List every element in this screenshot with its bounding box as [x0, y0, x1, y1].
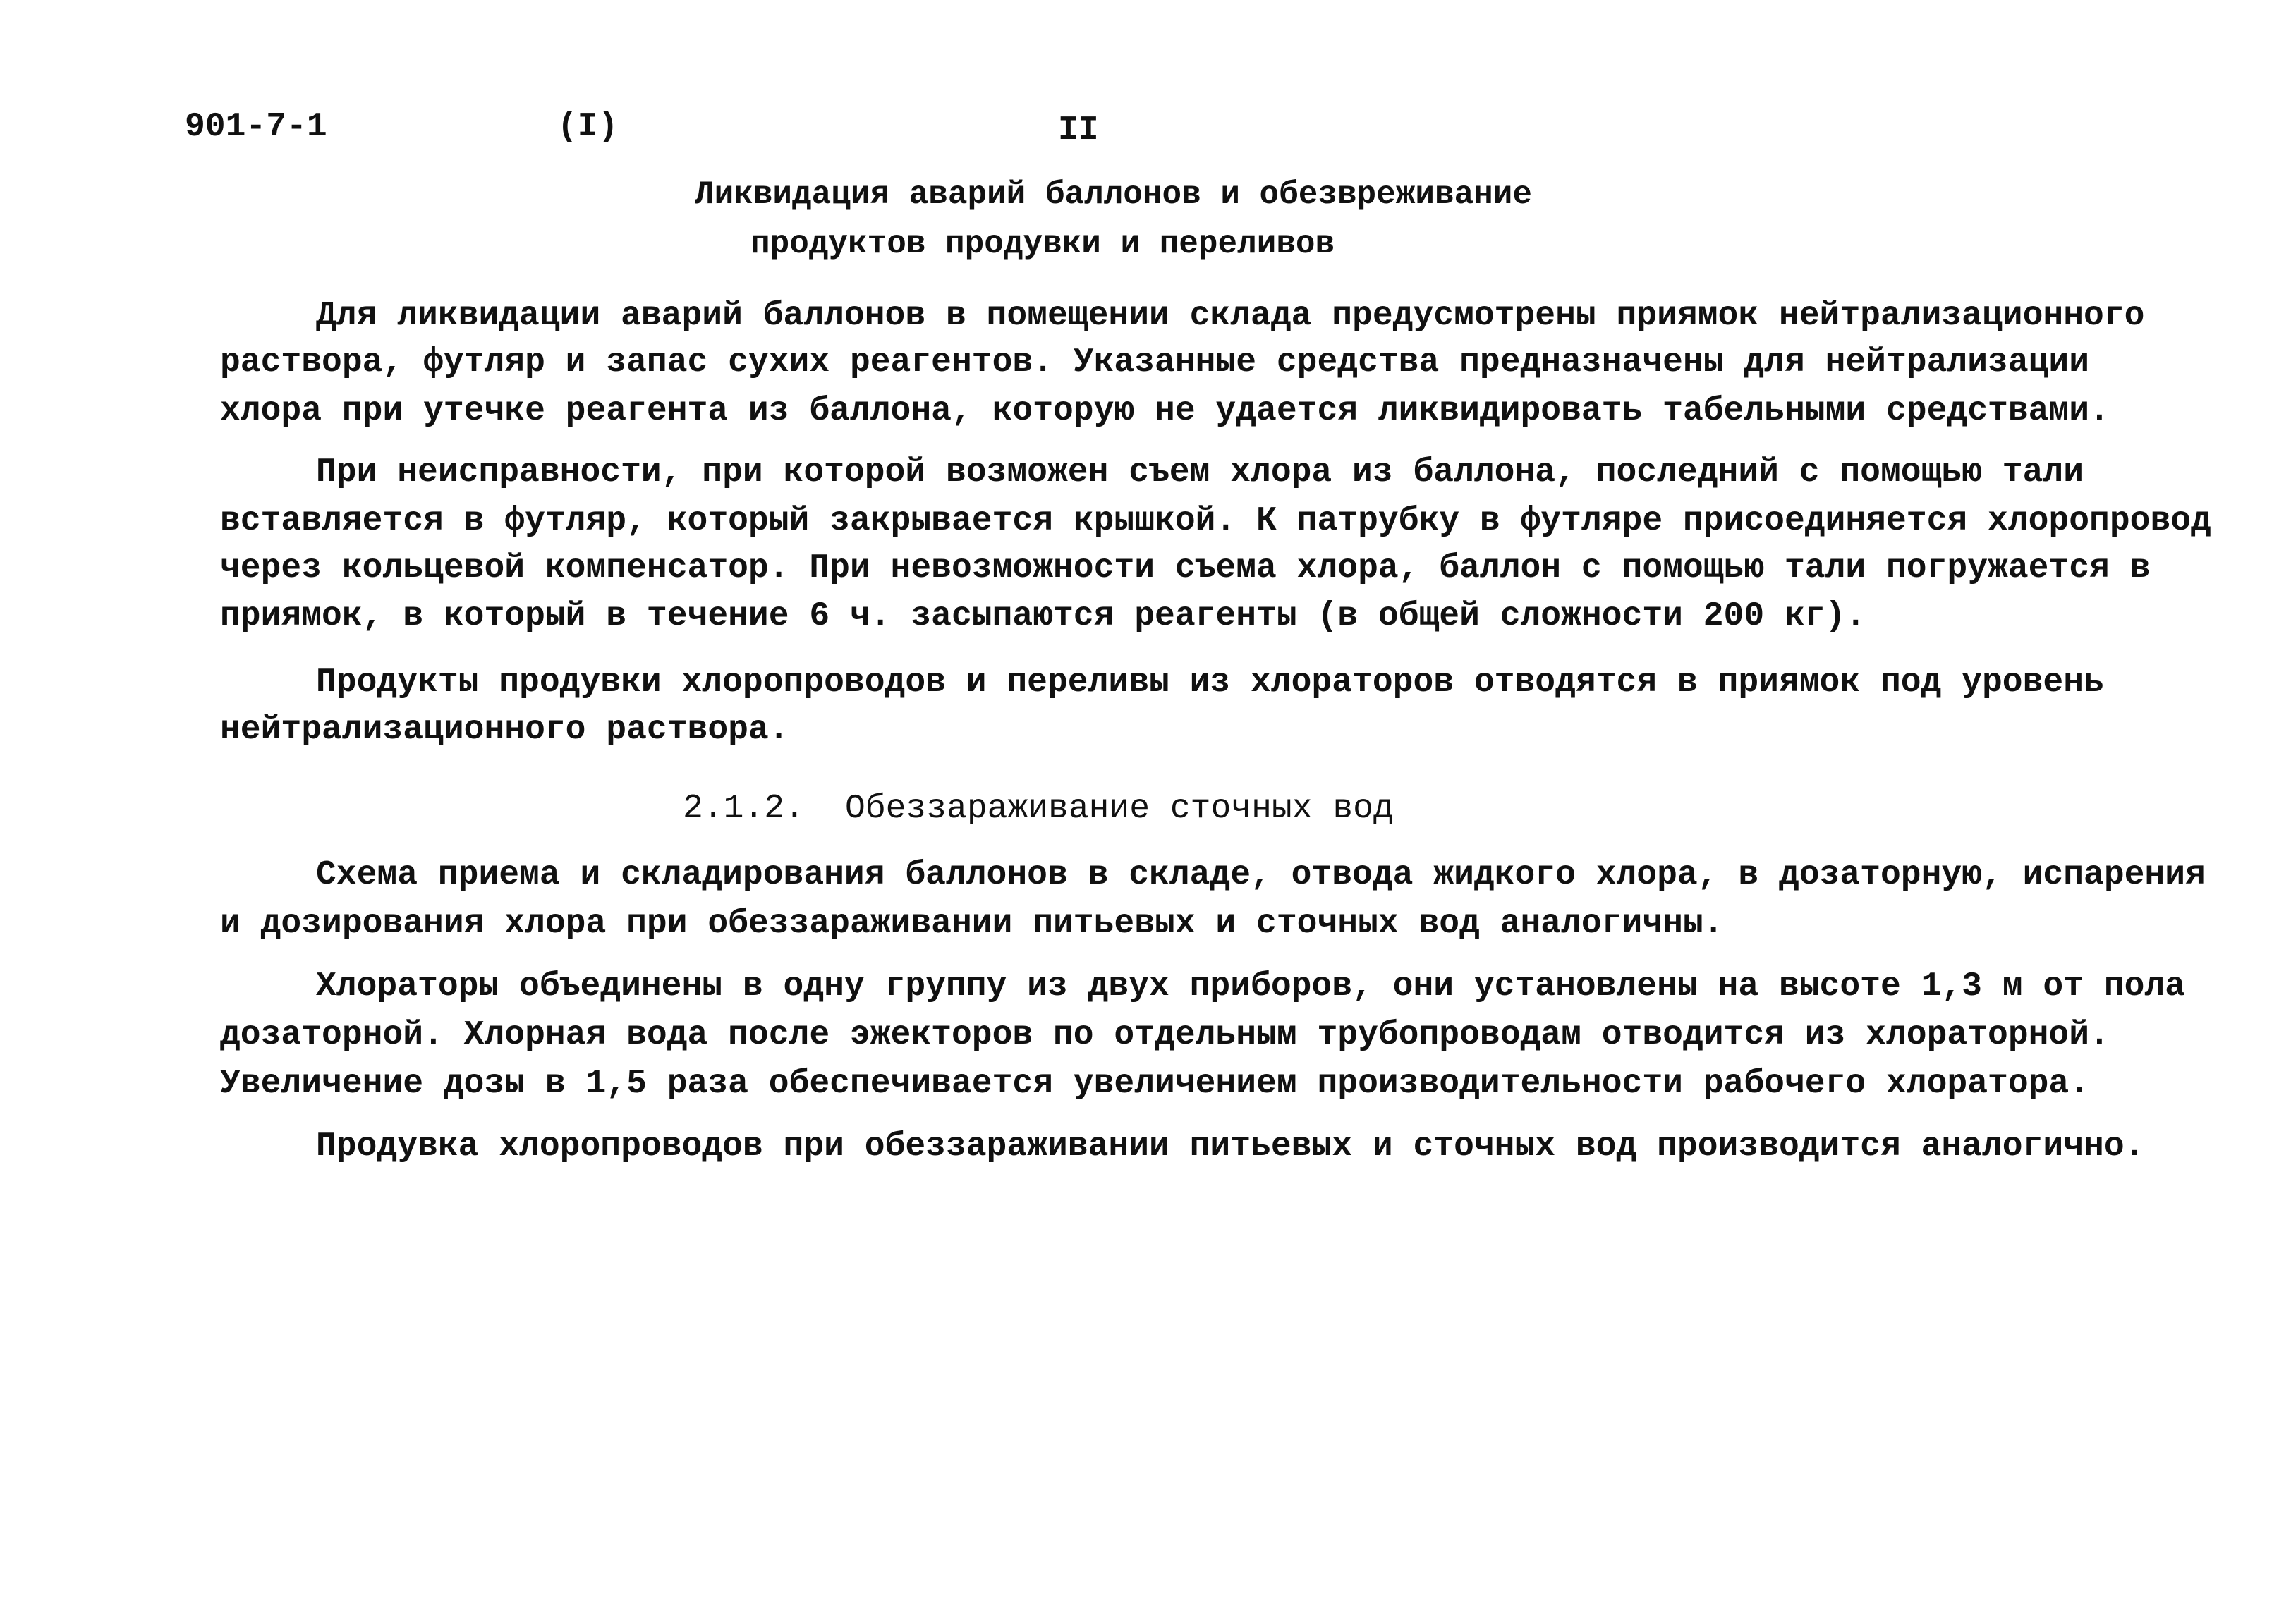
title-line-1: Ликвидация аварий баллонов и обезвреживание — [695, 176, 1532, 213]
text-line: Продукты продувки хлоропроводов и переливы из хлораторов отводятся в приямок под уровень — [316, 664, 2104, 702]
text-line: Для ликвидации аварий баллонов в помещении склада предусмотрены приямок нейтрализационного — [316, 297, 2145, 335]
text-line: нейтрализационного раствора. — [220, 711, 789, 749]
text-line: хлора при утечке реагента из баллона, которую не удается ликвидировать табельными средствами. — [220, 392, 2110, 430]
text-line: приямок, в который в течение 6 ч. засыпаются реагенты (в общей сложности 200 кг). — [220, 597, 1866, 635]
page-number: II — [1058, 111, 1099, 149]
text-line: Продувка хлоропроводов при обеззараживании питьевых и сточных вод производится аналогично. — [316, 1128, 2145, 1166]
text-line: При неисправности, при которой возможен съем хлора из баллона, последний с помощью тали — [316, 453, 2084, 492]
document-code: 901-7-1 — [185, 108, 327, 146]
text-line: Схема приема и складирования баллонов в складе, отвода жидкого хлора, в дозаторную, испарения — [316, 856, 2206, 894]
volume-number: (I) — [557, 108, 619, 146]
text-line: вставляется в футляр, который закрывается крышкой. К патрубку в футляре присоединяется хлоропровод — [220, 502, 2211, 540]
section-number: 2.1.2. — [683, 790, 805, 828]
text-line: через кольцевой компенсатор. При невозможности съема хлора, баллон с помощью тали погружается в — [220, 549, 2151, 587]
text-line: дозаторной. Хлорная вода после эжекторов по отдельным трубопроводам отводится из хлораторной. — [220, 1016, 2110, 1054]
text-line: Увеличение дозы в 1,5 раза обеспечивается увеличением производительности рабочего хлоратора. — [220, 1065, 2090, 1103]
text-line: Хлораторы объединены в одну группу из двух приборов, они установлены на высоте 1,3 м от пола — [316, 967, 2186, 1006]
section-title: Обеззараживание сточных вод — [845, 790, 1394, 828]
text-line: и дозирования хлора при обеззараживании питьевых и сточных вод аналогичны. — [220, 905, 1724, 943]
title-line-2: продуктов продувки и переливов — [750, 226, 1335, 262]
text-line: раствора, футляр и запас сухих реагентов. Указанные средства предназначены для нейтрализации — [220, 343, 2090, 381]
